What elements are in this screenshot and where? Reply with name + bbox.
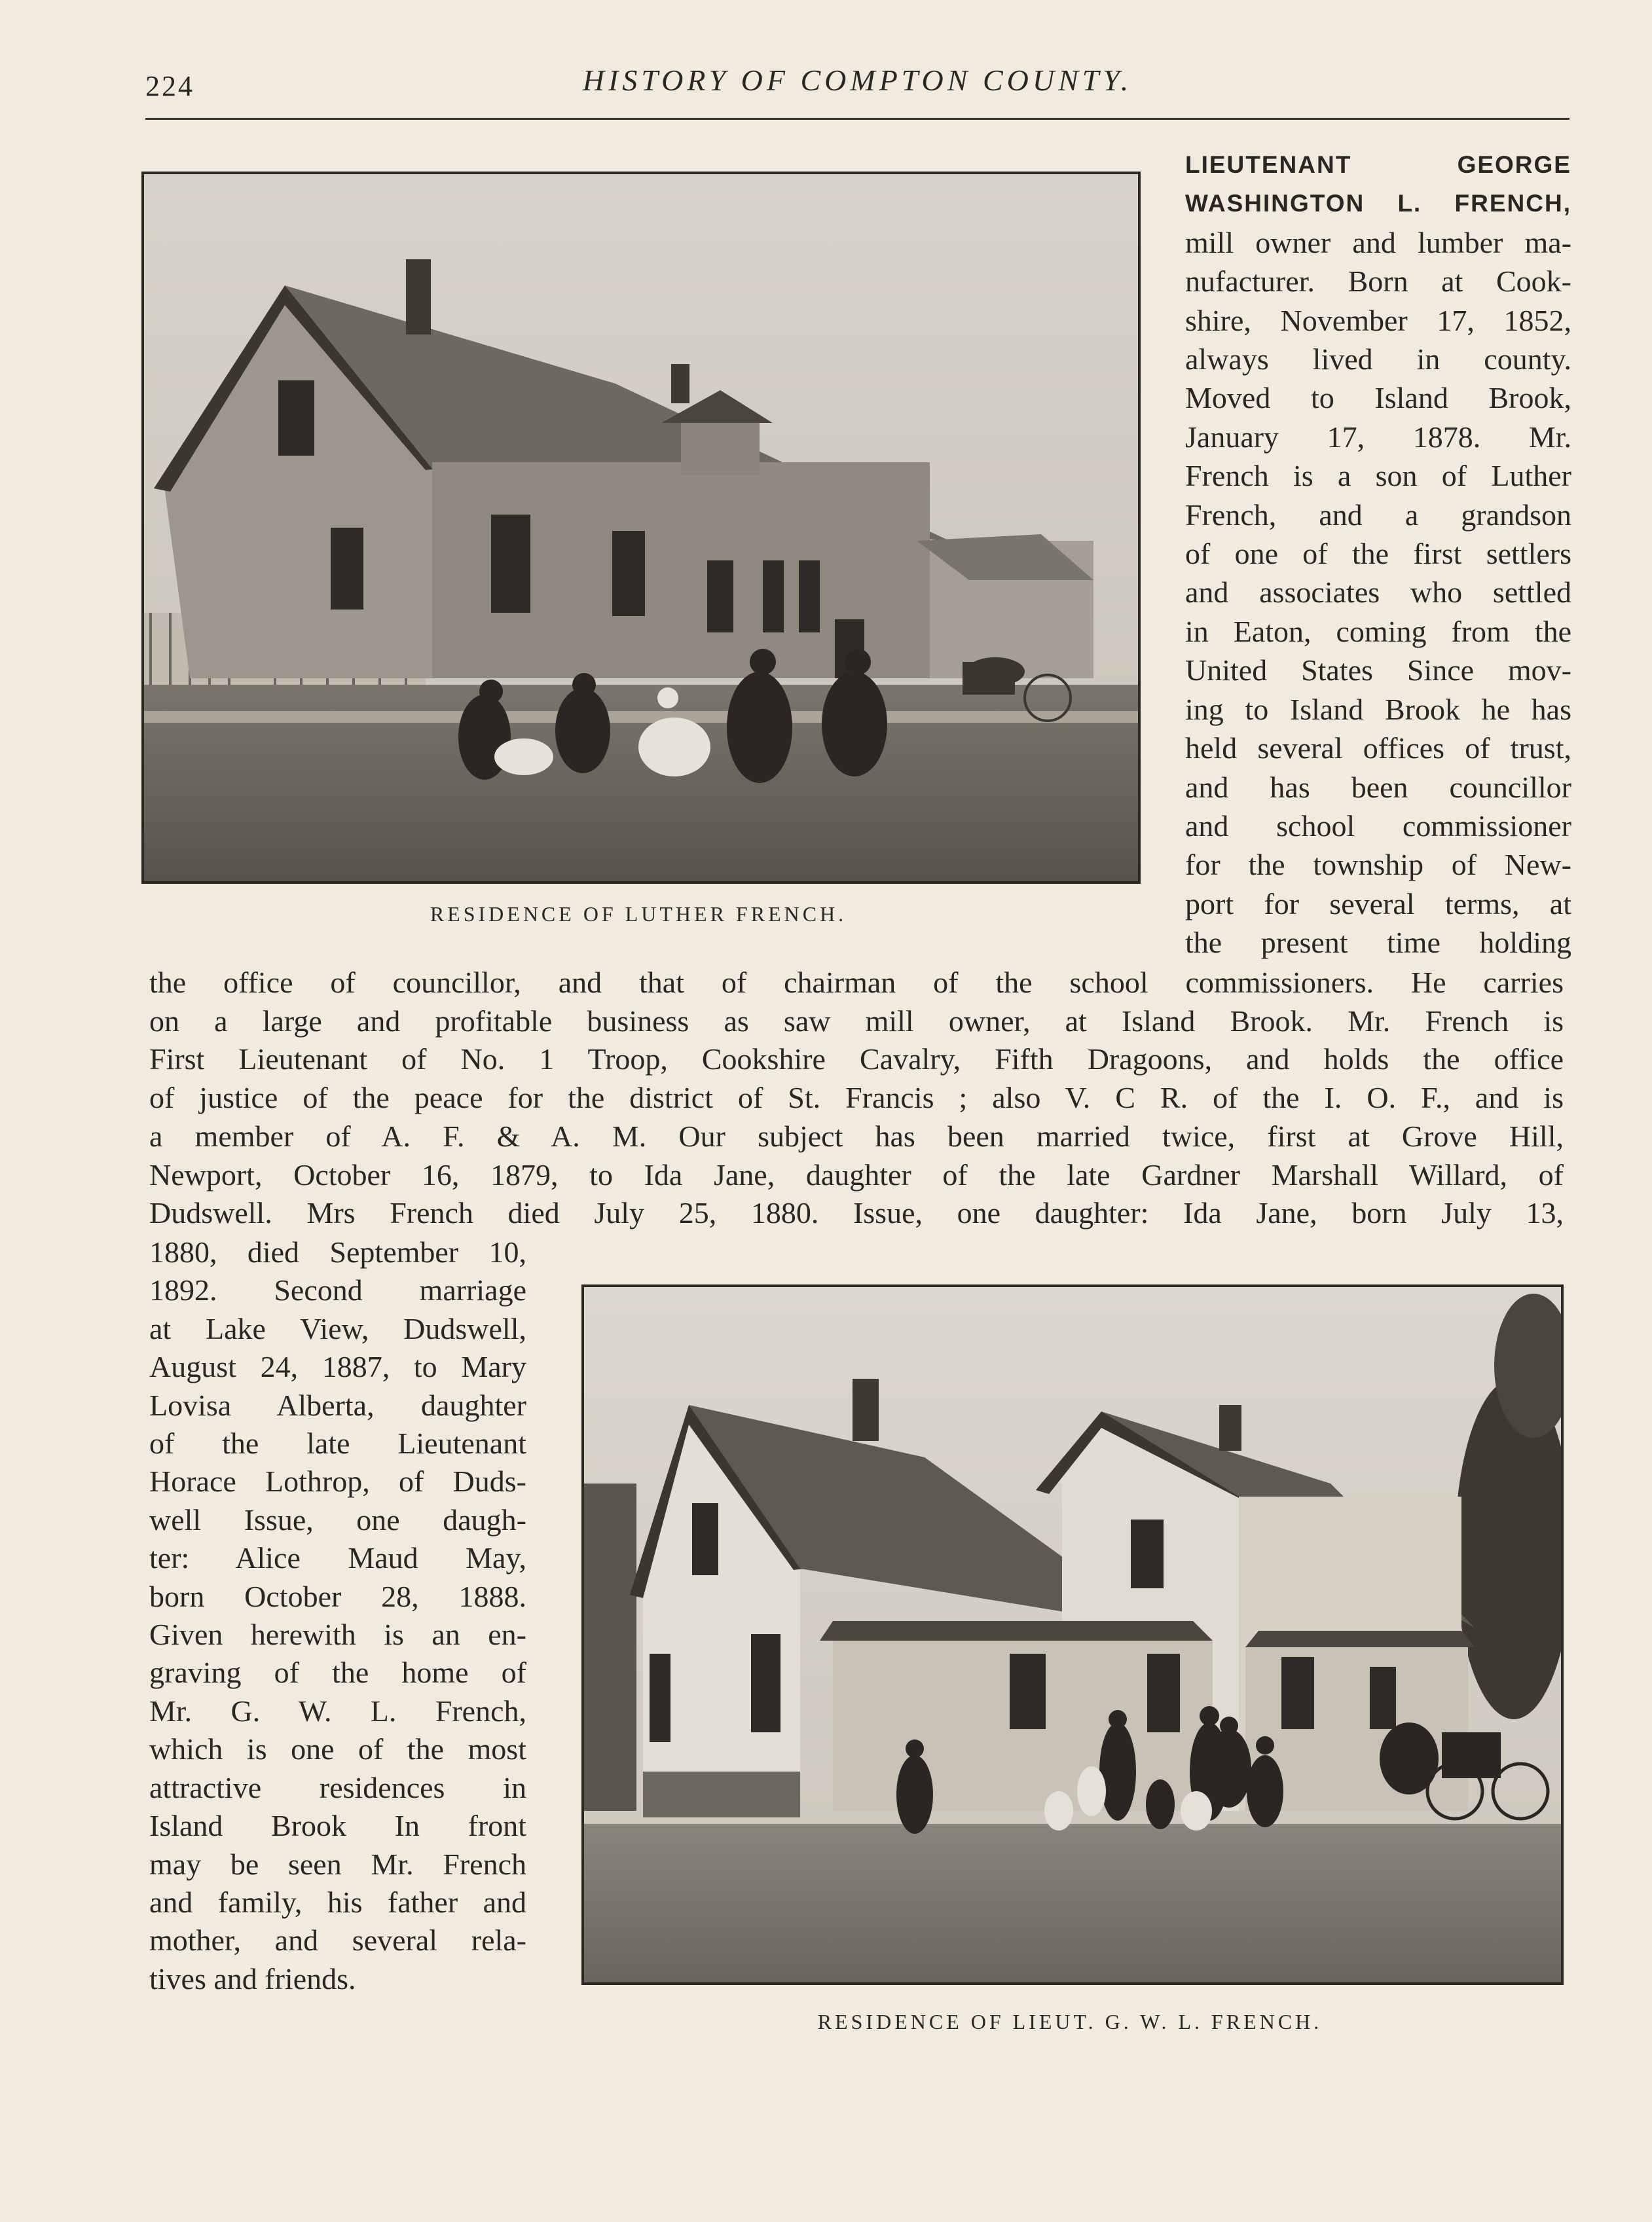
text-line: First Lieutenant of No. 1 Troop, Cookshire Cavalry, Fifth Dragoons, and holds the office (149, 1042, 1564, 1076)
text-line: on a large and profitable business as saw mill owner, at Island Brook. Mr. French is (149, 1004, 1564, 1038)
text-line: in Eaton, coming from the (1185, 614, 1571, 648)
text-line: Horace Lothrop, of Duds- (149, 1465, 526, 1499)
text-line: and associates who settled (1185, 575, 1571, 610)
text-line: Mr. G. W. L. French, (149, 1694, 526, 1728)
text-line: Lovisa Alberta, daughter (149, 1388, 526, 1422)
full-width-text (149, 964, 1564, 1233)
house-photo-illustration (584, 1287, 1561, 1982)
caption-residence-luther-french: RESIDENCE OF LUTHER FRENCH. (430, 902, 847, 926)
text-line: nufacturer. Born at Cook- (1185, 264, 1571, 299)
text-line: well Issue, one daugh- (149, 1503, 526, 1537)
text-line: Newport, October 16, 1879, to Ida Jane, daughter of the late Gardner Marshall Willard, of (149, 1157, 1564, 1192)
text-line: of the late Lieutenant (149, 1427, 526, 1461)
caption-residence-lieut-french: RESIDENCE OF LIEUT. G. W. L. FRENCH. (817, 2010, 1323, 2033)
left-column-text (149, 1233, 526, 1998)
farmhouse-photo-illustration (144, 174, 1138, 881)
header-rule (145, 118, 1569, 120)
text-line: ing to Island Brook he has (1185, 692, 1571, 726)
text-line: United States Since mov- (1185, 653, 1571, 687)
text-line: ter: Alice Maud May, (149, 1541, 526, 1575)
text-line: French, and a grandson (1185, 498, 1571, 532)
text-line: mill owner and lumber ma- (1185, 225, 1571, 259)
text-line: and family, his father and (149, 1885, 526, 1919)
subject-name-line-2: WASHINGTON L. FRENCH, (1185, 190, 1571, 217)
text-line: August 24, 1887, to Mary (149, 1350, 526, 1384)
text-line: a member of A. F. & A. M. Our subject has been married twice, first at Grove Hill, (149, 1119, 1564, 1153)
text-line: attractive residences in (149, 1770, 526, 1804)
text-line: at Lake View, Dudswell, (149, 1311, 526, 1345)
text-line: Island Brook In front (149, 1809, 526, 1843)
text-line: always lived in county. (1185, 342, 1571, 376)
text-line: which is one of the most (149, 1732, 526, 1766)
text-line: Dudswell. Mrs French died July 25, 1880. Issue, one daughter: Ida Jane, born July 13, (149, 1196, 1564, 1230)
text-line: mother, and several rela- (149, 1923, 526, 1958)
text-line: shire, November 17, 1852, (1185, 303, 1571, 337)
running-title: HISTORY OF COMPTON COUNTY. (582, 64, 1133, 97)
text-line: of one of the first settlers (1185, 537, 1571, 571)
text-line: 1880, died September 10, (149, 1235, 526, 1269)
text-line: graving of the home of (149, 1656, 526, 1690)
photo-residence-luther-french (141, 172, 1141, 884)
text-line: may be seen Mr. French (149, 1847, 526, 1881)
text-line: Moved to Island Brook, (1185, 381, 1571, 415)
right-column-text (1185, 145, 1571, 962)
page-number: 224 (145, 70, 194, 102)
text-line: tives and friends. (149, 1961, 356, 1995)
text-line: of justice of the peace for the district of St. Francis ; also V. C R. of the I. O. F., and is (149, 1081, 1564, 1115)
text-line: and school commissioner (1185, 809, 1571, 843)
text-line: the office of councillor, and that of chairman of the school commissioners. He carries (149, 966, 1564, 999)
text-line: January 17, 1878. Mr. (1185, 420, 1571, 454)
text-line: the present time holding (1185, 926, 1571, 960)
subject-name-line-1: LIEUTENANT GEORGE (1185, 151, 1571, 178)
text-line: 1892. Second marriage (149, 1273, 526, 1307)
text-line: French is a son of Luther (1185, 459, 1571, 493)
text-line: Given herewith is an en- (149, 1618, 526, 1652)
text-line: for the township of New- (1185, 848, 1571, 882)
running-head (145, 60, 1569, 106)
text-line: born October 28, 1888. (149, 1579, 526, 1613)
text-line: port for several terms, at (1185, 886, 1571, 920)
text-line: and has been councillor (1185, 770, 1571, 804)
text-line: held several offices of trust, (1185, 731, 1571, 765)
photo-residence-lieut-french (581, 1284, 1564, 1985)
